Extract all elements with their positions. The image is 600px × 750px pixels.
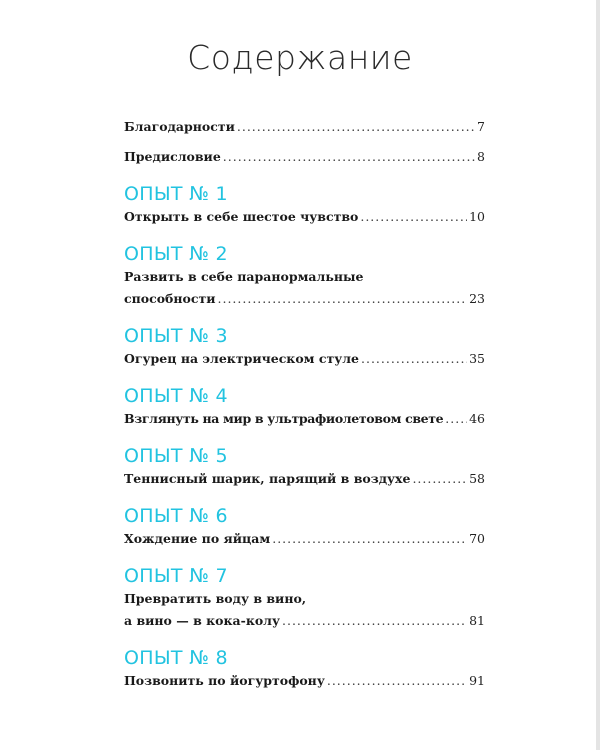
leader-dots (361, 348, 467, 370)
toc-entry[interactable] (124, 468, 485, 490)
toc-entry[interactable] (124, 408, 485, 430)
leader-dots (218, 288, 468, 310)
toc-entry-acknowledgements[interactable] (124, 116, 485, 138)
toc-entry[interactable] (124, 288, 485, 310)
toc-section-experiment-7 (124, 564, 485, 632)
toc-entry-title-line[interactable]: Превратить воду в вино, (124, 591, 307, 606)
toc-entry-title: Предисловие (124, 149, 221, 164)
toc-entry-page: 70 (469, 531, 485, 546)
leader-dots (412, 468, 467, 490)
toc-section-experiment-4 (124, 384, 485, 430)
toc-section-experiment-8 (124, 646, 485, 692)
experiment-label: ОПЫТ № 2 (124, 243, 228, 265)
leader-dots (327, 670, 467, 692)
leader-dots (237, 116, 475, 138)
leader-dots (282, 610, 467, 632)
toc-section-experiment-1 (124, 182, 485, 228)
leader-dots (360, 206, 467, 228)
toc-entry-page: 35 (469, 351, 485, 366)
page-title: Содержание (187, 38, 413, 77)
toc-entry[interactable] (124, 348, 485, 370)
leader-dots (445, 408, 467, 430)
experiment-label: ОПЫТ № 7 (124, 565, 228, 587)
table-of-contents (124, 116, 485, 692)
toc-entry-title: а вино — в кока-колу (124, 613, 280, 628)
toc-entry-title: Позвонить по йогуртофону (124, 673, 325, 688)
toc-entry-title: Хождение по яйцам (124, 531, 271, 546)
toc-entry-page: 23 (469, 291, 485, 306)
experiment-label: ОПЫТ № 5 (124, 445, 228, 467)
experiment-label: ОПЫТ № 1 (124, 183, 228, 205)
toc-section-experiment-6 (124, 504, 485, 550)
toc-section-experiment-5 (124, 444, 485, 490)
toc-entry-page: 8 (477, 149, 485, 164)
toc-entry-page: 58 (469, 471, 485, 486)
leader-dots (272, 528, 467, 550)
leader-dots (223, 146, 475, 168)
toc-entry-title: Открыть в себе шестое чувство (124, 209, 359, 224)
toc-entry-title: Теннисный шарик, парящий в воздухе (124, 471, 411, 486)
toc-entry[interactable] (124, 528, 485, 550)
experiment-label: ОПЫТ № 8 (124, 647, 228, 669)
toc-entry-title: Благодарности (124, 119, 235, 134)
toc-entry-page: 10 (469, 209, 485, 224)
toc-entry-page: 91 (469, 673, 485, 688)
experiment-label: ОПЫТ № 6 (124, 505, 228, 527)
toc-entry-page: 7 (477, 119, 485, 134)
experiment-label: ОПЫТ № 4 (124, 385, 228, 407)
toc-section-experiment-3 (124, 324, 485, 370)
toc-entry-page: 81 (469, 613, 485, 628)
toc-entry-title: Взглянуть на мир в ультрафиолетовом свете (124, 411, 444, 426)
toc-section-experiment-2 (124, 242, 485, 310)
page-edge (596, 0, 600, 750)
toc-entry[interactable] (124, 206, 485, 228)
toc-entry-title: способности (124, 291, 216, 306)
experiment-label: ОПЫТ № 3 (124, 325, 228, 347)
toc-entry-page: 46 (469, 411, 485, 426)
toc-entry-preface[interactable] (124, 146, 485, 168)
toc-entry[interactable] (124, 610, 485, 632)
toc-entry-title-line[interactable]: Развить в себе паранормальные (124, 269, 364, 284)
toc-entry-title: Огурец на электрическом стуле (124, 351, 360, 366)
toc-entry[interactable] (124, 670, 485, 692)
